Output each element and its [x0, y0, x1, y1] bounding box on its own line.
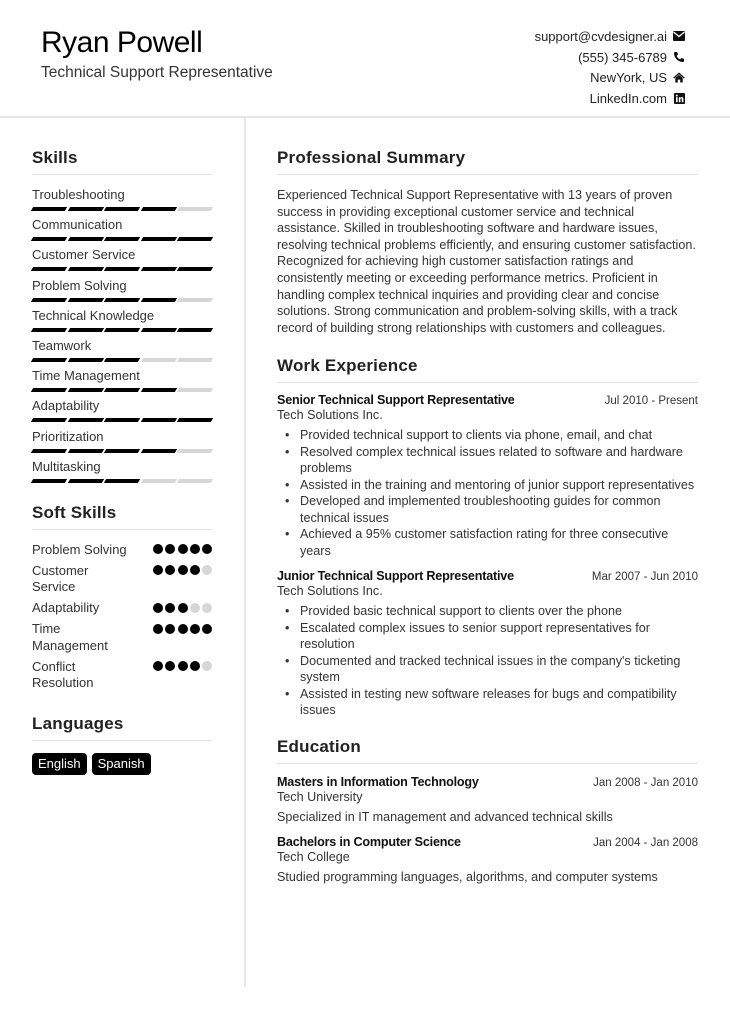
level-segment	[177, 388, 213, 392]
soft-skill-item	[32, 542, 212, 559]
level-segment	[140, 237, 176, 241]
soft-skill-item	[32, 563, 212, 597]
job-dates: Jul 2010 - Present	[604, 395, 698, 408]
skill-label: Adaptability	[32, 398, 100, 414]
rating-dot	[178, 624, 188, 634]
rating-dot	[178, 603, 188, 613]
skill-label: Teamwork	[32, 337, 92, 353]
level-segment	[31, 479, 67, 483]
level-segment	[177, 449, 213, 453]
languages-heading: Languages	[32, 714, 212, 741]
soft-skills-section	[32, 503, 212, 692]
language-badge: English	[32, 753, 87, 775]
level-segment	[177, 207, 213, 211]
education-description: Studied programming languages, algorithms, and computer systems	[277, 869, 658, 884]
contact-email-text: support@cvdesigner.ai	[534, 28, 667, 44]
skill-level-bar	[32, 479, 212, 483]
bullet-item: • Assisted in the training and mentoring of junior support representatives	[300, 477, 698, 494]
level-segment	[104, 328, 140, 332]
level-segment	[31, 388, 67, 392]
education-dates: Jan 2004 - Jan 2008	[593, 836, 698, 849]
level-segment	[140, 328, 176, 332]
skill-item	[32, 459, 212, 489]
work-experience-section	[277, 356, 698, 719]
skills-section	[32, 148, 212, 489]
linkedin-icon	[673, 92, 685, 104]
job-bullets	[277, 427, 698, 559]
rating-dot	[153, 565, 163, 575]
job-entry	[277, 569, 698, 719]
skill-item	[32, 338, 212, 368]
education-section	[277, 737, 698, 884]
rating-dot	[190, 603, 200, 613]
degree-title: Bachelors in Computer Science	[277, 834, 461, 849]
rating-dot	[165, 661, 175, 671]
skill-item	[32, 429, 212, 459]
skill-label: Troubleshooting	[32, 187, 125, 202]
contact-phone-text: (555) 345-6789	[578, 49, 667, 65]
level-segment	[31, 418, 67, 422]
soft-skill-rating	[153, 600, 212, 613]
level-segment	[31, 207, 67, 211]
level-segment	[67, 328, 103, 332]
level-segment	[104, 298, 140, 302]
envelope-icon	[673, 30, 685, 42]
skill-level-bar	[32, 418, 212, 422]
level-segment	[177, 298, 213, 302]
job-list	[277, 393, 698, 719]
skill-level-bar	[32, 267, 212, 271]
level-segment	[31, 328, 67, 332]
level-segment	[67, 388, 103, 392]
school-name: Tech College	[277, 849, 350, 864]
summary-section	[277, 148, 698, 336]
level-segment	[140, 418, 176, 422]
level-segment	[31, 237, 67, 241]
job-title: Senior Technical Support Representative	[277, 393, 515, 408]
candidate-name: Ryan Powell	[41, 26, 203, 59]
level-segment	[104, 449, 140, 453]
level-segment	[67, 267, 103, 271]
soft-skill-rating	[153, 659, 212, 672]
skill-item	[32, 278, 212, 308]
contact-location	[535, 67, 685, 88]
soft-skill-label: Problem Solving	[32, 541, 127, 557]
language-badge: Spanish	[92, 753, 151, 775]
skill-level-bar	[32, 388, 212, 392]
contact-location-text: NewYork, US	[590, 70, 667, 86]
languages-section	[32, 714, 212, 775]
rating-dot	[190, 624, 200, 634]
skill-level-bar	[32, 328, 212, 332]
job-company: Tech Solutions Inc.	[277, 408, 383, 423]
level-segment	[67, 479, 103, 483]
rating-dot	[190, 565, 200, 575]
contact-list	[535, 26, 685, 109]
skill-level-bar	[32, 207, 212, 211]
job-dates: Mar 2007 - Jun 2010	[591, 571, 698, 584]
education-list	[277, 775, 698, 884]
level-segment	[67, 237, 103, 241]
bullet-item: • Resolved complex technical issues related to software and hardware problems	[300, 444, 698, 477]
skill-item	[32, 187, 212, 217]
level-segment	[104, 237, 140, 241]
rating-dot	[153, 544, 163, 554]
level-segment	[140, 298, 176, 302]
skill-label: Communication	[32, 217, 123, 233]
rating-dot	[202, 565, 212, 575]
job-header	[277, 393, 698, 407]
bullet-item: • Assisted in testing new software releases for bugs and compatibility issues	[300, 686, 698, 719]
level-segment	[104, 207, 140, 211]
skill-item	[32, 217, 212, 247]
level-segment	[177, 328, 213, 332]
soft-skill-rating	[153, 621, 212, 634]
job-company: Tech Solutions Inc.	[277, 584, 383, 599]
job-entry	[277, 393, 698, 559]
level-segment	[177, 237, 213, 241]
soft-skill-rating	[153, 542, 212, 555]
home-icon	[673, 72, 685, 84]
skill-label: Prioritization	[32, 428, 104, 444]
left-column	[32, 148, 212, 775]
rating-dot	[165, 565, 175, 575]
skill-item	[32, 398, 212, 428]
education-entry	[277, 835, 698, 884]
bullet-item: • Developed and implemented troubleshooting guides for common technical issues	[300, 493, 698, 526]
level-segment	[67, 418, 103, 422]
skill-item	[32, 368, 212, 398]
level-segment	[177, 358, 213, 362]
rating-dot	[153, 661, 163, 671]
soft-skill-item	[32, 659, 212, 693]
skill-item	[32, 247, 212, 277]
skill-level-bar	[32, 449, 212, 453]
phone-icon	[673, 51, 685, 63]
level-segment	[177, 479, 213, 483]
rating-dot	[178, 661, 188, 671]
rating-dot	[202, 624, 212, 634]
education-header	[277, 835, 698, 849]
work-experience-heading: Work Experience	[277, 356, 698, 383]
education-dates: Jan 2008 - Jan 2010	[593, 776, 698, 789]
level-segment	[104, 388, 140, 392]
school-name: Tech University	[277, 789, 363, 804]
rating-dot	[202, 603, 212, 613]
skill-item	[32, 308, 212, 338]
degree-title: Masters in Information Technology	[277, 774, 479, 789]
job-bullets	[277, 603, 698, 719]
rating-dot	[202, 661, 212, 671]
level-segment	[177, 418, 213, 422]
level-segment	[31, 449, 67, 453]
education-header	[277, 775, 698, 789]
level-segment	[140, 358, 176, 362]
soft-skills-heading: Soft Skills	[32, 503, 212, 530]
candidate-title: Technical Support Representative	[41, 64, 273, 81]
contact-phone[interactable]	[535, 47, 685, 68]
rating-dot	[153, 624, 163, 634]
education-entry	[277, 775, 698, 824]
level-segment	[140, 479, 176, 483]
soft-skill-label: Time Management	[32, 621, 108, 653]
level-segment	[140, 267, 176, 271]
skill-label: Multitasking	[32, 458, 101, 474]
soft-skill-label: Customer Service	[32, 562, 89, 595]
rating-dot	[178, 544, 188, 554]
level-segment	[31, 298, 67, 302]
level-segment	[104, 479, 140, 483]
skill-label: Customer Service	[32, 247, 136, 263]
rating-dot	[165, 624, 175, 634]
rating-dot	[178, 565, 188, 575]
skill-label: Problem Solving	[32, 277, 127, 293]
education-heading: Education	[277, 737, 698, 764]
right-column	[277, 148, 698, 884]
rating-dot	[202, 544, 212, 554]
soft-skill-item	[32, 600, 212, 617]
level-segment	[31, 267, 67, 271]
bullet-item: • Achieved a 95% customer satisfaction rating for three consecutive years	[300, 526, 698, 559]
level-segment	[67, 449, 103, 453]
level-segment	[67, 298, 103, 302]
column-divider	[244, 118, 246, 987]
education-description: Specialized in IT management and advanced technical skills	[277, 809, 613, 824]
contact-linkedin[interactable]	[535, 88, 685, 109]
bullet-item: • Provided basic technical support to clients over the phone	[300, 603, 698, 620]
resume-header	[0, 0, 730, 118]
level-segment	[104, 358, 140, 362]
summary-heading: Professional Summary	[277, 148, 698, 175]
languages-list	[32, 753, 212, 775]
soft-skill-item	[32, 621, 212, 655]
level-segment	[67, 207, 103, 211]
level-segment	[140, 449, 176, 453]
rating-dot	[165, 603, 175, 613]
skills-heading: Skills	[32, 148, 212, 175]
job-title: Junior Technical Support Representative	[277, 569, 514, 584]
bullet-item: • Escalated complex issues to senior support representatives for resolution	[300, 620, 698, 653]
contact-linkedin-text: LinkedIn.com	[589, 90, 667, 106]
bullet-item: • Provided technical support to clients via phone, email, and chat	[300, 427, 698, 444]
rating-dot	[153, 603, 163, 613]
skill-level-bar	[32, 358, 212, 362]
rating-dot	[190, 661, 200, 671]
skills-list	[32, 187, 212, 489]
skill-label: Time Management	[32, 368, 140, 384]
bullet-item: • Documented and tracked technical issues in the company's ticketing system	[300, 653, 698, 686]
soft-skill-label: Adaptability	[32, 600, 100, 616]
summary-text: Experienced Technical Support Representative with 13 years of proven success in providing exceptional customer service and technical assistance. Skilled in troubleshooting software and hardware issues, resolving technical problems efficiently, and ensuring customer satisfaction. Recognized for achieving high customer satisfaction ratings and consistently meeting or exceeding performance metrics. Proficient in handling complex technical inquiries and providing clear and concise solutions. Strong communication and problem-solving skills, with a track record of building strong relationships with customers and colleagues.	[277, 188, 696, 335]
level-segment	[67, 358, 103, 362]
level-segment	[140, 207, 176, 211]
skill-label: Technical Knowledge	[32, 307, 155, 323]
rating-dot	[165, 544, 175, 554]
level-segment	[104, 267, 140, 271]
contact-email[interactable]	[535, 26, 685, 47]
level-segment	[104, 418, 140, 422]
level-segment	[177, 267, 213, 271]
skill-level-bar	[32, 298, 212, 302]
rating-dot	[190, 544, 200, 554]
soft-skill-rating	[153, 563, 212, 576]
job-header	[277, 569, 698, 583]
level-segment	[31, 358, 67, 362]
soft-skill-label: Conflict Resolution	[32, 658, 94, 691]
level-segment	[140, 388, 176, 392]
skill-level-bar	[32, 237, 212, 241]
soft-skills-list	[32, 542, 212, 692]
